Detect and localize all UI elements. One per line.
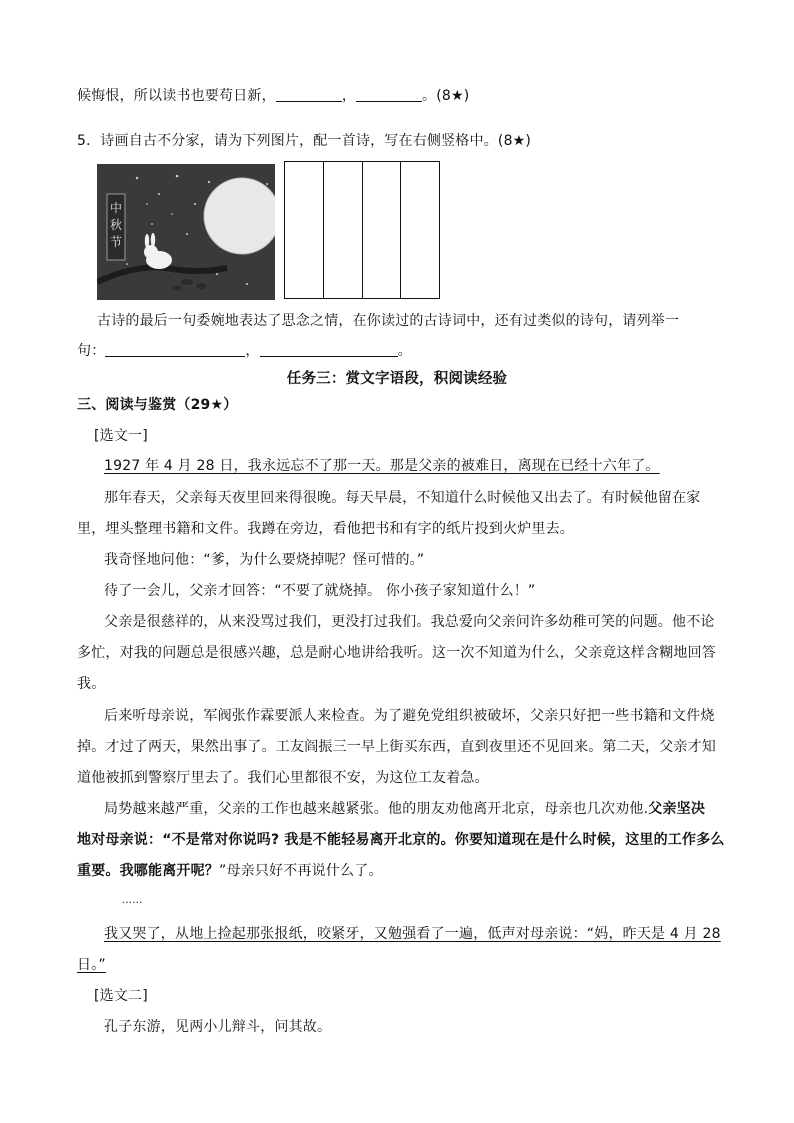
selection-label: [选文二] [94, 988, 148, 1004]
paragraph-line: 那年春天，父亲每天夜里回来得很晚。每天早晨，不知道什么时候他又出去了。有时候他留在家 [104, 490, 701, 506]
paragraph-line: 我。 [77, 676, 106, 692]
answer-blank[interactable] [356, 87, 422, 102]
paragraph-line: 里，埋头整理书籍和文件。我蹲在旁边，看他把书和有字的纸片投到火炉里去。 [77, 521, 574, 537]
paragraph-line: 我又哭了，从地上捡起那张报纸，咬紧牙，又勉强看了一遍，低声对母亲说：“妈，昨天是 4 月 28 [104, 926, 721, 942]
text-segment: ， [341, 88, 357, 104]
section-title: 三、阅读与鉴赏（29★） [77, 397, 238, 413]
task-title: 任务三：赏文字语段，积阅读经验 [286, 371, 508, 387]
grid-column[interactable] [363, 162, 402, 298]
ellipsis: …… [122, 895, 143, 906]
vertical-label [107, 200, 125, 251]
text-segment: 候悔恨，所以读书也要苟日新， [77, 88, 276, 104]
vertical-answer-grid[interactable] [284, 161, 440, 299]
answer-blank[interactable] [276, 87, 342, 102]
text-line: 古诗的最后一句委婉地表达了思念之情，在你读过的古诗词中，还有过类似的诗句，请列举一 [97, 313, 680, 329]
selection-label: [选文一] [94, 428, 148, 444]
text-segment: 。 [397, 343, 412, 359]
text-segment: 局势越来越严重，父亲的工作也越来越紧张。他的朋友劝他离开北京，母亲也几次劝他. [104, 801, 649, 817]
grid-column[interactable] [401, 162, 439, 298]
paragraph-line: 待了一会儿，父亲才回答：“不要了就烧掉。 你小孩子家知道什么！” [104, 583, 536, 599]
question-5-prompt: 5．诗画自古不分家，请为下列图片，配一首诗，写在右侧竖格中。(8★) [77, 133, 532, 149]
paragraph-line [77, 861, 383, 881]
paragraph-line: 日。” [77, 957, 106, 973]
paragraph-line: 1927 年 4 月 28 日，我永远忘不了那一天。那是父亲的被难日，离现在已经十六年了。 [104, 458, 660, 474]
text-segment: ”母亲只好不再说什么了。 [219, 863, 383, 879]
text-segment: ， [245, 343, 260, 359]
text-line [77, 86, 469, 106]
label-char: 节 [109, 235, 122, 249]
text-line [77, 341, 412, 361]
mid-autumn-picture [97, 164, 275, 300]
label-char: 秋 [109, 218, 122, 232]
label-char: 中 [109, 201, 122, 215]
paragraph-line: 多忙，对我的问题总是很感兴趣，总是耐心地讲给我听。这一次不知道为什么，父亲竟这样含糊地回答 [77, 645, 716, 661]
grid-column[interactable] [285, 162, 324, 298]
answer-blank[interactable] [105, 342, 245, 357]
paragraph-line: 我奇怪地问他：“爹，为什么要烧掉呢？怪可惜的。” [104, 552, 425, 568]
paragraph-line: 地对母亲说：“不是常对你说吗? 我是不能轻易离开北京的。你要知道现在是什么时候，这里的工作多么 [77, 832, 725, 848]
paragraph-line: 孔子东游，见两小儿辩斗，问其故。 [104, 1019, 332, 1035]
text-segment: 。(8★) [422, 88, 470, 104]
paragraph-line: 道他被抓到警察厅里去了。我们心里都很不安，为这位工友着急。 [77, 770, 489, 786]
answer-blank[interactable] [260, 342, 398, 357]
grid-column[interactable] [324, 162, 363, 298]
bold-segment: 父亲坚决 [648, 801, 706, 817]
paragraph-line [104, 799, 705, 819]
bold-segment: 重要。我哪能离开呢？ [77, 863, 219, 879]
paragraph-line: 父亲是很慈祥的，从来没骂过我们，更没打过我们。我总爱向父亲问许多幼稚可笑的问题。他不论 [104, 614, 715, 630]
paragraph-line: 掉。才过了两天，果然出事了。工友阎振三一早上街买东西，直到夜里还不见回来。第二天，父亲才知 [77, 739, 716, 755]
text-segment: 句： [77, 343, 106, 359]
paragraph-line: 后来听母亲说，军阀张作霖要派人来检查。为了避免党组织被破坏，父亲只好把一些书籍和文件烧 [104, 708, 715, 724]
